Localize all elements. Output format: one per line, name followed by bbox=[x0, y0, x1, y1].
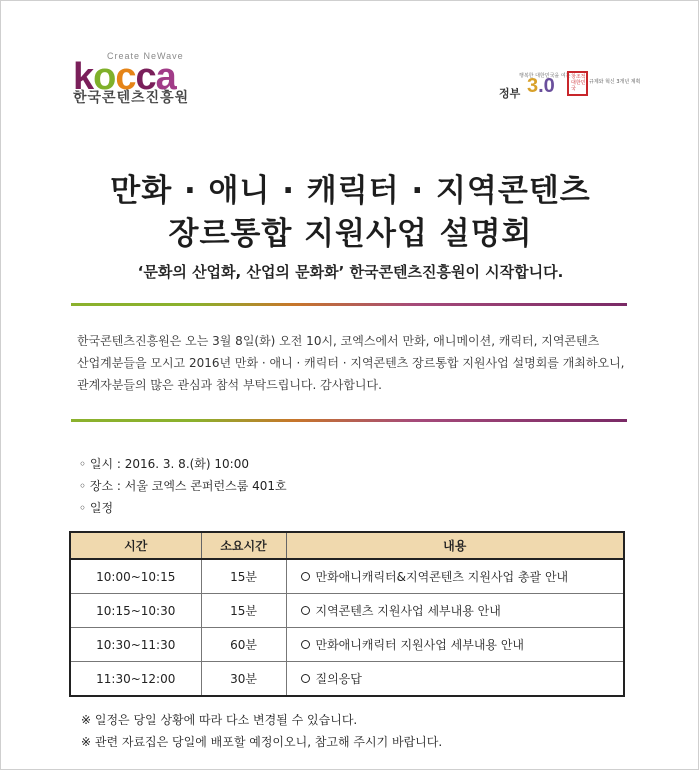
cell-duration: 15분 bbox=[201, 559, 286, 594]
cell-time: 10:00~10:15 bbox=[70, 559, 201, 594]
gov-mini-text: 행복한 대한민국을 여는 bbox=[519, 73, 571, 79]
main-title-line2: 장르통합 지원사업 설명회 bbox=[168, 216, 533, 252]
table-row bbox=[70, 559, 624, 594]
divider-top bbox=[71, 303, 627, 306]
gov-slogan: 규제와 혁신 3개년 계획 bbox=[589, 79, 641, 85]
kocca-tagline: Create NeWave bbox=[107, 51, 184, 61]
org-name: 한국콘텐츠진흥원 bbox=[73, 90, 190, 106]
note-item: ※ 관련 자료집은 당일에 배포할 예정이오니, 참고해 주시기 바랍니다. bbox=[81, 735, 443, 749]
event-place: ◦ 장소 : 서울 코엑스 콘퍼런스룸 401호 bbox=[79, 479, 287, 493]
kocca-wordmark: kocca bbox=[73, 56, 176, 98]
gov-name: 정부 bbox=[499, 87, 521, 100]
table-row bbox=[70, 662, 624, 697]
event-date: ◦ 일시 : 2016. 3. 8.(화) 10:00 bbox=[79, 457, 249, 471]
cell-time: 10:30~11:30 bbox=[70, 628, 201, 662]
event-schedule-label: ◦ 일정 bbox=[79, 501, 114, 515]
subtitle: ‘문화의 산업화, 산업의 문화화’ 한국콘텐츠진흥원이 시작합니다. bbox=[137, 263, 564, 281]
cell-time: 10:15~10:30 bbox=[70, 594, 201, 628]
cell-content: 만화애니캐릭터 지원사업 세부내용 안내 bbox=[286, 628, 624, 662]
header-duration: 소요시간 bbox=[201, 532, 286, 559]
gov-version: 3.0 bbox=[527, 75, 555, 97]
cell-content: 만화애니캐릭터&지역콘텐츠 지원사업 총괄 안내 bbox=[286, 559, 624, 594]
header-time: 시간 bbox=[70, 532, 201, 559]
cell-time: 11:30~12:00 bbox=[70, 662, 201, 697]
header-content: 내용 bbox=[286, 532, 624, 559]
cell-duration: 60분 bbox=[201, 628, 286, 662]
table-row bbox=[70, 594, 624, 628]
main-title-line1: 만화 · 애니 · 캐릭터 · 지역콘텐츠 bbox=[110, 173, 591, 209]
cell-content: 질의응답 bbox=[286, 662, 624, 697]
intro-line: 관계자분들의 많은 관심과 참석 부탁드립니다. 감사합니다. bbox=[77, 378, 382, 392]
schedule-table bbox=[69, 531, 625, 697]
table-row bbox=[70, 628, 624, 662]
circle-bullet-icon bbox=[301, 674, 310, 683]
intro-line: 한국콘텐츠진흥원은 오는 3월 8일(화) 오전 10시, 코엑스에서 만화, 애니메이션, 캐릭터, 지역콘텐츠 bbox=[77, 334, 600, 348]
government-logo bbox=[499, 65, 641, 105]
divider-bottom bbox=[71, 419, 627, 422]
circle-bullet-icon bbox=[301, 640, 310, 649]
cell-duration: 15분 bbox=[201, 594, 286, 628]
circle-bullet-icon bbox=[301, 572, 310, 581]
intro-line: 산업계분들을 모시고 2016년 만화 · 애니 · 캐릭터 · 지역콘텐츠 장르통합 지원사업 설명회를 개최하오니, bbox=[77, 356, 625, 370]
gov-seal-icon: 창조적 대한민국 bbox=[567, 71, 588, 96]
event-info bbox=[79, 453, 287, 519]
circle-bullet-icon bbox=[301, 606, 310, 615]
intro-paragraph bbox=[77, 330, 637, 396]
cell-content: 지역콘텐츠 지원사업 세부내용 안내 bbox=[286, 594, 624, 628]
cell-duration: 30분 bbox=[201, 662, 286, 697]
note-item: ※ 일정은 당일 상황에 따라 다소 변경될 수 있습니다. bbox=[81, 713, 358, 727]
table-header-row bbox=[70, 532, 624, 559]
notes bbox=[81, 709, 442, 753]
